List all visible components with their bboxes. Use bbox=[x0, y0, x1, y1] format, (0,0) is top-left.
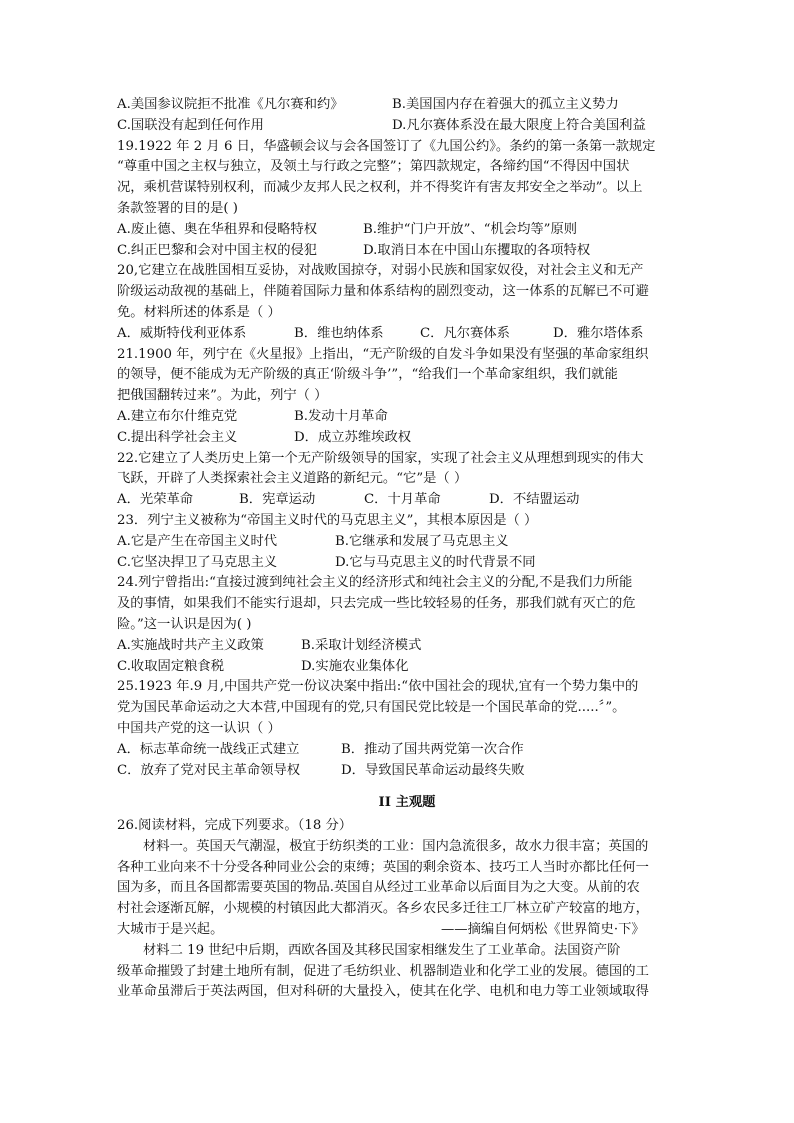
q22-option-a: A．光荣革命 bbox=[117, 492, 194, 508]
q19-option-row-2 bbox=[117, 241, 677, 262]
q25-stem-line: 党为国民革命运动之大本营,中国现有的党,只有国民党比较是一个国民革命的党.....〞”。 bbox=[117, 700, 626, 716]
q26-material-one-line: 各种工业向来不十分受各种同业公会的束缚；英国的剩余资本、技巧工人当时亦都比任何一 bbox=[117, 859, 649, 875]
q24-stem-line: 及的事情，如果我们不能实行退却，只去完成一些比较轻易的任务，那我们就有灭亡的危 bbox=[117, 596, 636, 612]
q22-option-d: D．不结盟运动 bbox=[489, 492, 580, 508]
q25-option-row-2 bbox=[117, 761, 677, 782]
q21-stem-line: 把俄国翻转过来”。为此，列宁（ ） bbox=[117, 388, 328, 404]
q21-option-row-2 bbox=[117, 428, 677, 449]
section-title: II 主观题 bbox=[378, 795, 436, 811]
q23-option-c: C.它坚决捍卫了马克思主义 bbox=[117, 554, 278, 570]
q22-stem-line: 飞跃，开辟了人类探索社会主义道路的新纪元。“它”是（ ） bbox=[117, 471, 468, 487]
q26-material-one-last-line bbox=[117, 920, 677, 941]
q22-option-row bbox=[117, 490, 677, 511]
q26-material-one-line: 材料一。英国天气潮湿，极宜于纺织类的工业：国内急流很多，故水力很丰富；英国的 bbox=[143, 838, 649, 854]
q24-option-row-1 bbox=[117, 636, 677, 657]
q24-option-a: A.实施战时共产主义政策 bbox=[117, 637, 264, 653]
q19-stem-line: “尊重中国之主权与独立，及领土与行政之完整”；第四款规定，各缔约国“不得因中国状 bbox=[117, 159, 630, 175]
q19-option-c: C.纠正巴黎和会对中国主权的侵犯 bbox=[117, 242, 318, 258]
q26-material-one-line: 大城市于是兴起。 bbox=[117, 922, 224, 938]
q20-stem-line: 阶级运动敌视的基础上，伴随着国际力量和体系结构的剧烈变动，这一体系的瓦解已不可避 bbox=[117, 284, 649, 300]
q24-option-c: C.收取固定粮食税 bbox=[117, 658, 225, 674]
q19-option-row-1 bbox=[117, 220, 677, 241]
q26-material-one-line: 村社会逐渐瓦解，小规模的村镇因此大都消灭。各乡农民多迁往工厂林立矿产较富的地方， bbox=[117, 901, 649, 917]
q23-option-row-2 bbox=[117, 553, 677, 574]
q22-option-c: C．十月革命 bbox=[364, 492, 441, 508]
q22-stem-line: 22.它建立了人类历史上第一个无产阶级领导的国家，实现了社会主义从理想到现实的伟大 bbox=[117, 450, 644, 466]
q25-option-b: B．推动了国共两党第一次合作 bbox=[341, 741, 524, 757]
q18-option-d: D.凡尔赛体系没在最大限度上符合美国利益 bbox=[392, 117, 646, 133]
q20-option-b: B．维也纳体系 bbox=[294, 325, 384, 341]
q23-option-b: B.它继承和发展了马克思主义 bbox=[335, 533, 509, 549]
q26-material-one-source: ——摘编自何炳松《世界简史·下》 bbox=[441, 922, 645, 938]
q20-option-c: C．凡尔赛体系 bbox=[420, 325, 510, 341]
q20-stem-line: 20,它建立在战胜国相互妥协，对战败国掠夺，对弱小民族和国家奴役，对社会主义和无产 bbox=[117, 263, 644, 279]
q25-option-a: A．标志革命统一战线正式建立 bbox=[117, 741, 300, 757]
q18-option-a: A.美国参议院拒不批准《凡尔赛和约》 bbox=[117, 97, 344, 112]
q19-stem-line: 19.1922 年 2 月 6 日，华盛顿会议与会各国签订了《九国公约》。条约的第一条第一款规定 bbox=[117, 138, 656, 154]
q21-option-b: B.发动十月革命 bbox=[294, 408, 388, 424]
q25-stem-line: 25.1923 年.9 月,中国共产党一份议决案中指出:“依中国社会的现状,宜有一个势力集中的 bbox=[117, 679, 639, 695]
q20-option-row bbox=[117, 324, 677, 345]
q23-option-d: D.它与马克思主义的时代背景不同 bbox=[335, 554, 536, 570]
q18-option-row-1 bbox=[117, 95, 677, 116]
q19-option-d: D.取消日本在中国山东攫取的各项特权 bbox=[363, 242, 591, 258]
exam-page bbox=[117, 95, 677, 1003]
q21-option-c: C.提出科学社会主义 bbox=[117, 429, 238, 445]
q24-stem-line: 24.列宁曾指出:“直接过渡到纯社会主义的经济形式和纯社会主义的分配,不是我们力所能 bbox=[117, 575, 633, 591]
q26-material-two-line: 材料二 19 世纪中后期，西欧各国及其移民国家相继发生了工业革命。法国资产阶 bbox=[143, 942, 621, 958]
q18-option-b: B.美国国内存在着强大的孤立主义势力 bbox=[392, 97, 619, 112]
q26-stem: 26.阅读材料，完成下列要求。（18 分） bbox=[117, 818, 353, 834]
q26-material-two-line: 级革命摧毁了封建土地所有制，促进了毛纺织业、机器制造业和化学工业的发展。德国的工 bbox=[117, 963, 649, 979]
q21-stem-line: 21.1900 年，列宁在《火星报》上指出，“无产阶级的自发斗争如果没有坚强的革命家组织 bbox=[117, 346, 649, 362]
q23-stem-line: 23．列宁主义被称为“帝国主义时代的马克思主义”，其根本原因是（ ） bbox=[117, 512, 538, 528]
q21-option-a: A.建立布尔什维克党 bbox=[117, 408, 238, 424]
q25-option-d: D．导致国民革命运动最终失败 bbox=[341, 762, 525, 778]
q26-material-two-line: 业革命虽滞后于英法两国，但对科研的大量投入，使其在化学、电机和电力等工业领域取得 bbox=[117, 984, 649, 1000]
q23-option-a: A.它是产生在帝国主义时代 bbox=[117, 533, 278, 549]
q19-option-b: B.维护“门户开放”、“机会均等”原则 bbox=[363, 221, 578, 237]
q24-option-d: D.实施农业集体化 bbox=[301, 658, 409, 674]
q18-option-c: C.国联没有起到任何作用 bbox=[117, 117, 264, 133]
q19-stem-line: 条款签署的目的是( ) bbox=[117, 200, 238, 216]
q19-stem-line: 况，乘机营谋特别权利，而减少友邦人民之权利，并不得奖许有害友邦安全之举动”。以上 bbox=[117, 180, 643, 196]
q20-option-a: A．威斯特伐利亚体系 bbox=[117, 325, 247, 341]
q24-stem-line: 险。”这一认识是因为( ) bbox=[117, 616, 252, 632]
q18-option-row-2 bbox=[117, 116, 677, 137]
q21-option-d: D．成立苏维埃政权 bbox=[294, 429, 412, 445]
q19-option-a: A.废止德、奥在华租界和侵略特权 bbox=[117, 221, 317, 237]
q25-stem-line: 中国共产党的这一认识（ ） bbox=[117, 720, 281, 736]
q21-stem-line: 的领导，便不能成为无产阶级的真正‘阶级斗争’”，“给我们一个革命家组织，我们就能 bbox=[117, 367, 618, 383]
q22-option-b: B．宪章运动 bbox=[239, 492, 316, 508]
q23-option-row-1 bbox=[117, 532, 677, 553]
q25-option-c: C．放弃了党对民主革命领导权 bbox=[117, 762, 301, 778]
q20-option-d: D．雅尔塔体系 bbox=[553, 325, 644, 341]
q25-option-row-1 bbox=[117, 740, 677, 761]
q21-option-row-1 bbox=[117, 407, 677, 428]
q24-option-b: B.采取计划经济模式 bbox=[301, 637, 422, 653]
q20-stem-line: 免。材料所述的体系是（ ） bbox=[117, 304, 281, 320]
q26-material-one-line: 国为多，而且各国都需要英国的物品.英国自从经过工业革命以后面目为之大变。从前的农 bbox=[117, 880, 640, 896]
q24-option-row-2 bbox=[117, 657, 677, 678]
